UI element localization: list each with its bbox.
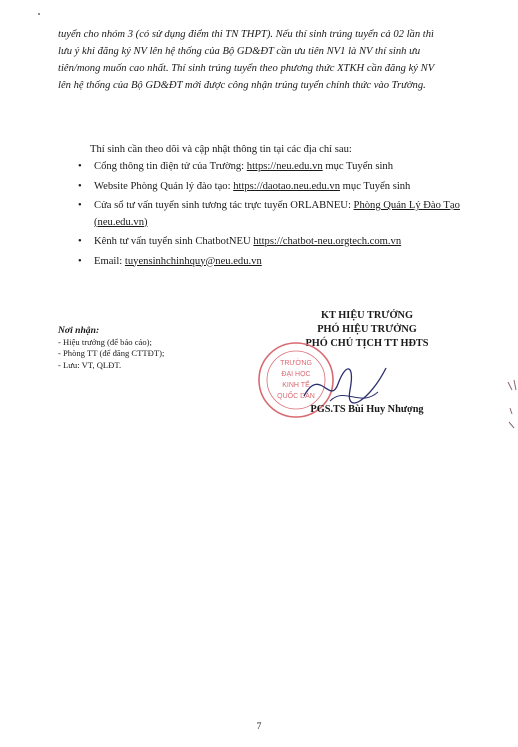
- recipient-item: - Phòng TT (để đăng CTTĐT);: [58, 348, 165, 358]
- signature-title: PHÓ CHỦ TỊCH TT HĐTS: [305, 338, 429, 349]
- list-item: [78, 198, 488, 231]
- item-suffix: mục Tuyển sinh: [322, 161, 394, 172]
- bullet-icon: •: [78, 236, 82, 247]
- paragraph-line: lên hệ thống của Bộ GD&ĐT mới được công nhận trúng tuyển chính thức vào Trường.: [58, 80, 426, 91]
- handwritten-signature: [300, 356, 390, 411]
- scan-edge-marks: [500, 378, 518, 438]
- bullet-icon: •: [78, 255, 82, 267]
- signer-name: PGS.TS Bùi Huy Nhượng: [310, 404, 424, 415]
- seal-line: QUỐC DÂN: [277, 393, 315, 400]
- chatbot-link[interactable]: https://chatbot-neu.orgtech.com.vn: [253, 236, 402, 247]
- admission-note-paragraph: [58, 26, 494, 94]
- signature-title: PHÓ HIỆU TRƯỞNG: [317, 324, 417, 335]
- item-text: Website Phòng Quản lý đào tạo:: [94, 180, 234, 192]
- seal-line: TRƯỜNG: [280, 360, 312, 367]
- email-link[interactable]: tuyensinhchinhquy@neu.edu.vn: [124, 255, 262, 267]
- list-item: [78, 159, 488, 176]
- scan-dot: [38, 13, 40, 15]
- training-office-link[interactable]: https://daotao.neu.edu.vn: [233, 180, 341, 192]
- list-item: [78, 234, 488, 251]
- page-number: 7: [256, 721, 262, 732]
- bullet-icon: •: [78, 180, 82, 192]
- signature-title: KT HIỆU TRƯỞNG: [321, 310, 413, 321]
- recipient-item: - Hiệu trưởng (để báo cáo);: [58, 336, 152, 347]
- item-text: Cửa sổ tư vấn tuyển sinh tương tác trực tuyến ORLABNEU:: [94, 200, 354, 211]
- list-item: [78, 254, 488, 271]
- recipients-heading: Nơi nhận:: [58, 325, 100, 336]
- bullet-icon: •: [78, 200, 82, 211]
- recipient-item: - Lưu: VT, QLĐT.: [58, 359, 122, 370]
- item-text: Cổng thông tin điện tử của Trường:: [94, 161, 247, 172]
- follow-intro-text: Thí sinh cần theo dõi và cập nhật thông tin tại các địa chỉ sau:: [90, 144, 352, 155]
- bullet-icon: •: [78, 161, 82, 172]
- list-item: [78, 179, 488, 196]
- paragraph-line: tuyển cho nhóm 3 (có sử dụng điểm thi TN THPT). Nếu thí sinh trúng tuyển cả 02 lần thì: [58, 29, 434, 40]
- seal-line: ĐẠI HỌC: [281, 371, 311, 378]
- recipients-block: [58, 325, 164, 371]
- item-suffix: mục Tuyển sinh: [340, 180, 411, 192]
- item-text: Email:: [94, 255, 125, 267]
- orlabneu-link[interactable]: Phòng Quản Lý Đào Tạo (neu.edu.vn): [94, 200, 460, 228]
- info-channel-list: [78, 159, 488, 273]
- item-text: Kênh tư vấn tuyển sinh ChatbotNEU: [94, 236, 254, 247]
- paragraph-line: tiên/mong muốn cao nhất. Thí sinh trúng tuyển theo phương thức XTKH cần đăng ký NV: [58, 63, 435, 74]
- website-link[interactable]: https://neu.edu.vn: [246, 161, 323, 172]
- seal-line: KINH TẾ: [282, 382, 310, 389]
- paragraph-line: lưu ý khi đăng ký NV lên hệ thống của Bộ GD&ĐT cần ưu tiên NV1 là NV thí sinh ưu: [58, 46, 421, 57]
